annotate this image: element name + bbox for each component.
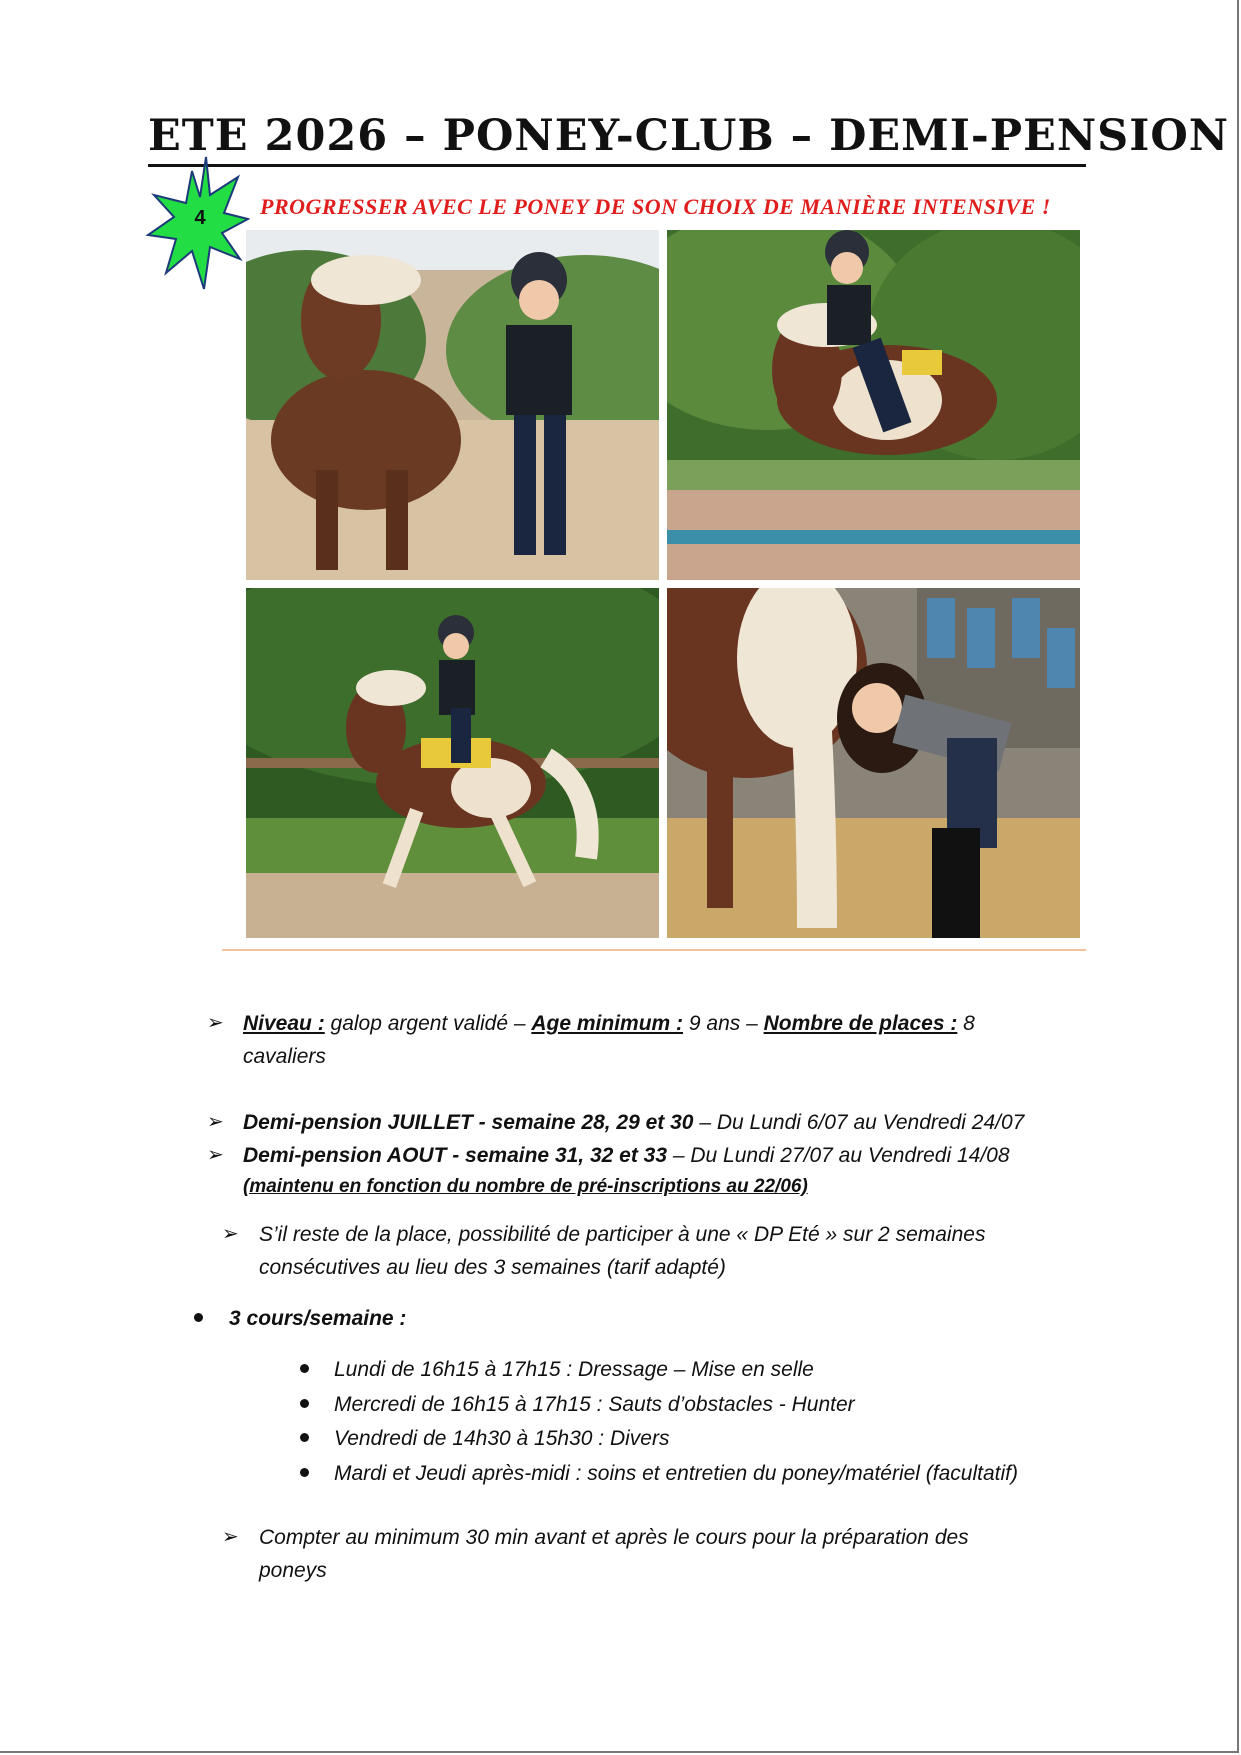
page-title: ETE 2026 – PONEY-CLUB – DEMI-PENSION <box>148 110 1086 167</box>
course-item: Lundi de 16h15 à 17h15 : Dressage – Mise en selle <box>334 1358 814 1381</box>
places-value-continued: cavaliers <box>243 1045 326 1068</box>
niveau-line <box>243 1007 1083 1040</box>
bullet-dot-icon <box>300 1399 309 1408</box>
option-line-2: consécutives au lieu des 3 semaines (tarif adapté) <box>259 1256 726 1279</box>
note-line-2: poneys <box>259 1559 327 1582</box>
age-label: Age minimum : <box>531 1012 684 1035</box>
girl-cantering-pony-photo <box>246 588 659 938</box>
niveau-value: galop argent validé – <box>324 1012 532 1035</box>
option-line-1: S’il reste de la place, possibilité de participer à une « DP Eté » sur 2 semaines <box>259 1223 986 1246</box>
arrow-bullet-icon: ➢ <box>222 1223 239 1245</box>
girl-jumping-pony-photo <box>667 230 1080 580</box>
badge-number: 4 <box>194 207 206 229</box>
course-item: Mardi et Jeudi après-midi : soins et entretien du poney/matériel (facultatif) <box>334 1462 1018 1485</box>
juillet-line <box>243 1106 1024 1139</box>
bullet-dot-icon <box>300 1433 309 1442</box>
arrow-bullet-icon: ➢ <box>207 1012 224 1034</box>
course-item: Vendredi de 14h30 à 15h30 : Divers <box>334 1427 670 1450</box>
aout-line <box>243 1139 1010 1172</box>
places-value: 8 <box>957 1012 975 1035</box>
bullet-dot-icon <box>194 1313 203 1322</box>
juillet-dates: – Du Lundi 6/07 au Vendredi 24/07 <box>693 1111 1025 1134</box>
aout-title: Demi-pension AOUT - semaine 31, 32 et 33 <box>243 1144 668 1167</box>
niveau-label: Niveau : <box>243 1012 325 1035</box>
bullet-dot-icon <box>300 1364 309 1373</box>
girl-leading-pony-photo <box>246 230 659 580</box>
arrow-bullet-icon: ➢ <box>207 1111 224 1133</box>
aout-dates: – Du Lundi 27/07 au Vendredi 14/08 <box>667 1144 1010 1167</box>
places-label: Nombre de places : <box>763 1012 958 1035</box>
age-value: 9 ans – <box>683 1012 764 1035</box>
aout-note: (maintenu en fonction du nombre de pré-inscriptions au 22/06) <box>243 1176 808 1197</box>
arrow-bullet-icon: ➢ <box>222 1526 239 1548</box>
bullet-dot-icon <box>300 1468 309 1477</box>
girl-cleaning-hoof-photo <box>667 588 1080 938</box>
courses-heading: 3 cours/semaine : <box>229 1307 407 1330</box>
note-line-1: Compter au minimum 30 min avant et après le cours pour la préparation des <box>259 1526 969 1549</box>
arrow-bullet-icon: ➢ <box>207 1144 224 1166</box>
course-item: Mercredi de 16h15 à 17h15 : Sauts d’obstacles - Hunter <box>334 1393 855 1416</box>
juillet-title: Demi-pension JUILLET - semaine 28, 29 et 30 <box>243 1111 694 1134</box>
page-subtitle: PROGRESSER AVEC LE PONEY DE SON CHOIX DE MANIÈRE INTENSIVE ! <box>260 194 1051 219</box>
separator-rule <box>222 949 1086 951</box>
